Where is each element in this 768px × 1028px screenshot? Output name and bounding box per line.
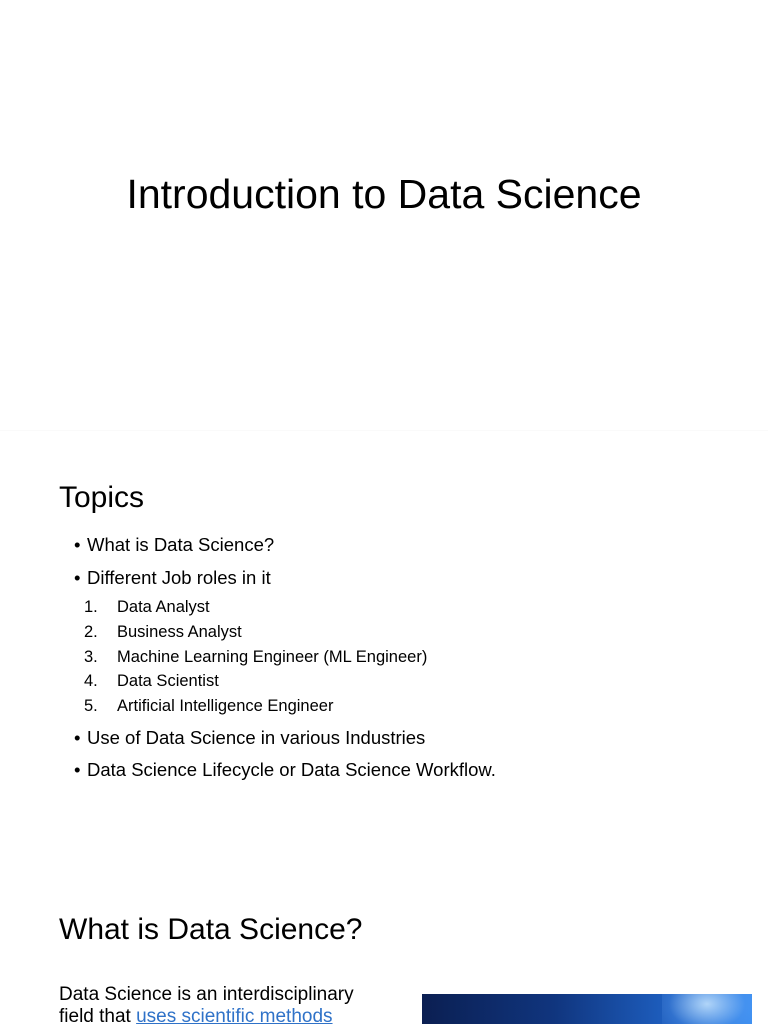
slide-title: Introduction to Data Science — [126, 171, 642, 217]
definition-line-1: Data Science is an interdisciplinary — [59, 984, 354, 1005]
job-role-number: 3. — [84, 647, 98, 666]
job-role-number: 1. — [84, 598, 98, 616]
job-roles-list — [74, 595, 496, 719]
topic-item: • What is Data Science? — [74, 534, 496, 556]
topic-item: • Different Job roles in it — [74, 567, 496, 589]
job-role-label: Data Scientist — [117, 672, 219, 691]
job-role-label: Business Analyst — [117, 622, 242, 641]
title-slide — [0, 0, 768, 430]
data-technology-image — [422, 994, 752, 1024]
topics-slide — [0, 430, 768, 861]
topic-item: • Data Science Lifecycle or Data Science Workflow. — [74, 759, 496, 781]
definition-heading: What is Data Science? — [59, 913, 363, 946]
job-role-number: 5. — [84, 697, 98, 716]
job-role-label: Machine Learning Engineer (ML Engineer) — [117, 647, 428, 666]
scientific-methods-link[interactable]: uses scientific methods — [136, 1006, 333, 1027]
topics-list — [74, 534, 496, 792]
topic-item: • Use of Data Science in various Industries — [74, 727, 496, 749]
job-role-item — [74, 669, 496, 694]
job-role-label: Data Analyst — [117, 598, 210, 616]
job-role-item — [74, 595, 496, 620]
definition-line-2: field that — [59, 1006, 137, 1027]
job-role-item — [74, 620, 496, 645]
job-role-item — [74, 645, 496, 670]
topics-heading: Topics — [59, 481, 145, 514]
job-role-item — [74, 694, 496, 719]
job-role-label: Artificial Intelligence Engineer — [117, 697, 334, 716]
job-role-number: 4. — [84, 672, 98, 691]
job-roles-container — [74, 595, 496, 719]
definition-slide — [0, 860, 768, 1027]
definition-text — [59, 984, 389, 1028]
job-role-number: 2. — [84, 622, 98, 641]
